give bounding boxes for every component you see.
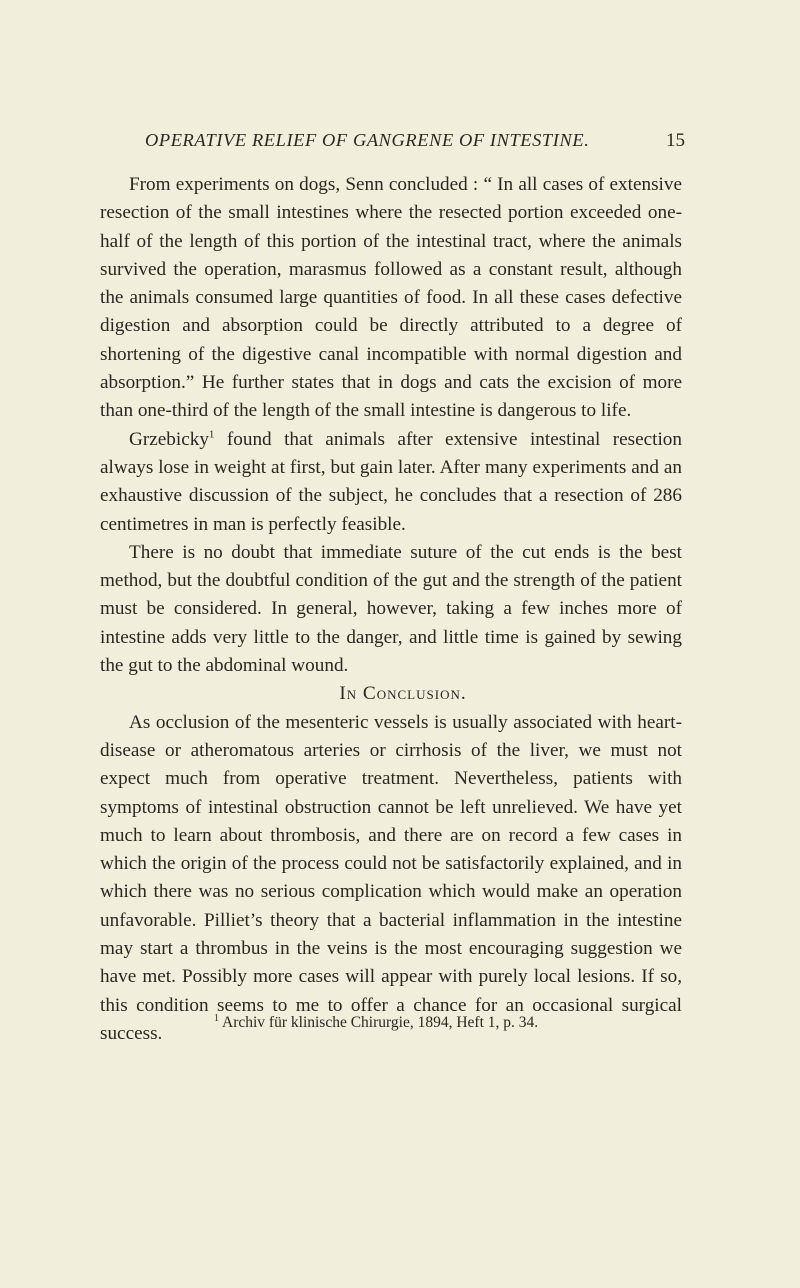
paragraph-grzebicky [100,426,682,539]
paragraph-conclusion: As occlusion of the mesenteric vessels is usually associated with heart-disease or atheromatous arteries or cirrhosis of the liver, we must not expect much from operative treatment. Nevertheless, patients with symptoms of intestinal obstruction cannot be left unrelieved. We have yet much to learn about thrombosis, and there are on record a few cases in which the origin of the process could not be satisfactorily explained, and in which there was no serious complication which would make an operation unfavorable. Pilliet’s theory that a bacterial inflammation in the intestine may start a thrombus in the veins is the most encouraging suggestion we have met. Possibly more cases will appear with purely local lesions. If so, this condition seems to me to offer a chance for an occasional surgical success. [100,711,682,1044]
body-text [100,171,682,1048]
footnote-text: Archiv für klinische Chirurgie, 1894, Heft 1, p. 34. [219,1014,539,1031]
paragraph-grzebicky-text: found that animals after extensive intestinal resection always lose in weight at first, but gain later. After many experiments and an exhaustive discussion of the subject, he concludes that a resection of 286 centimetres in man is perfectly feasible. [100,428,682,535]
footnote [214,1013,684,1033]
paragraph-senn: From experiments on dogs, Senn concluded : “ In all cases of extensive resection of the small intestines where the resected portion exceeded one-half of the length of this portion of the intestinal tract, where the animals survived the operation, marasmus followed as a constant result, although the animals consumed large quantities of food. In all these cases defective digestion and absorption could be directly attributed to a degree of shortening of the digestive canal incompatible with normal digestion and absorption.” He further states that in dogs and cats the excision of more than one-third of the length of the small intestine is dangerous to life. [100,174,682,422]
running-title: OPERATIVE RELIEF OF GANGRENE OF INTESTINE. [145,130,590,150]
author-name: Grzebicky [129,428,209,450]
running-head [145,130,695,160]
page-number: 15 [666,130,685,151]
footnote-reference: 1 [208,428,215,441]
footnote-marker: 1 [214,1012,219,1024]
paragraph-suture: There is no doubt that immediate suture of the cut ends is the best method, but the doubtful condition of the gut and the strength of the patient must be considered. In general, however, taking a few inches more of intestine adds very little to the danger, and little time is gained by sewing the gut to the abdominal wound. [100,541,682,677]
section-heading: In Conclusion. [339,683,467,705]
